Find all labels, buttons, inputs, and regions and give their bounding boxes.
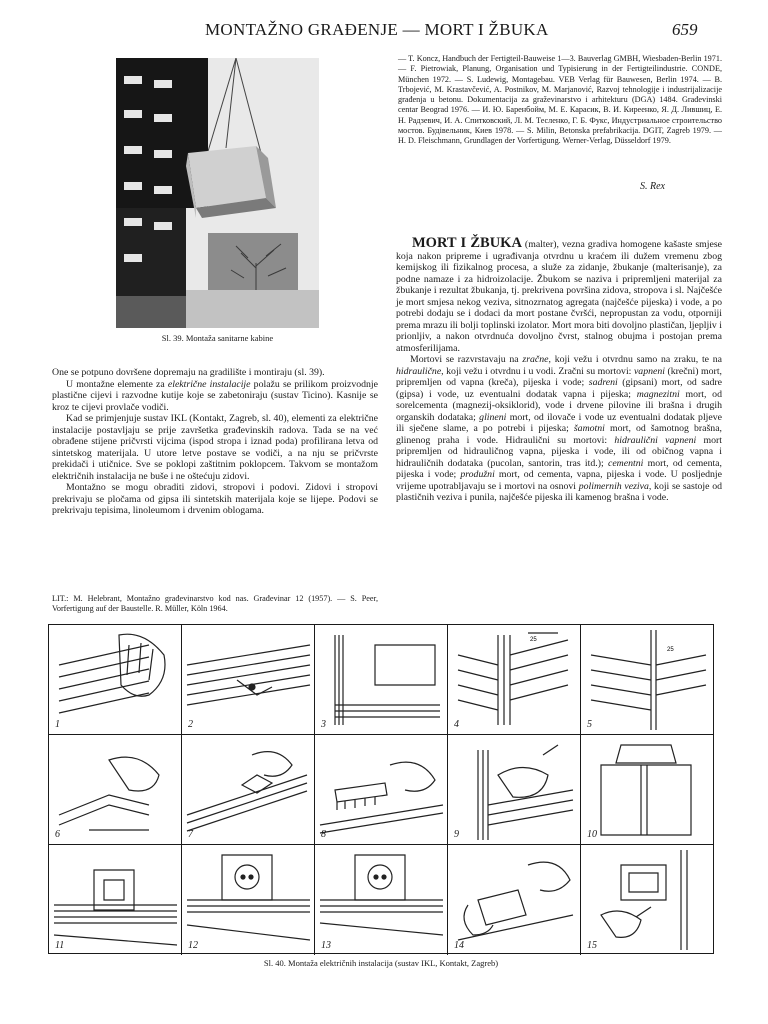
panel-number: 13: [321, 940, 331, 951]
panel-number: 7: [188, 829, 193, 840]
panel-number: 11: [55, 940, 65, 951]
panel-number: 8: [321, 829, 326, 840]
panel-5: [581, 625, 714, 735]
panel-12: [182, 845, 315, 955]
paragraph: MORT I ŽBUKA (malter), vezna gradiva homogene kašaste smjese koja nakon pripreme i ugrađivanja otvrdnu u kraćem ili dužem vremenu zbog kemijskog ili fizikalnog procesa, a služe za zidanje, žbukanje (malterisanje), za podne namaze i za hidroizolacije. Žbukom se naziva i pripremljeni materijal za žbukanje i rezultat žbukanja, tj. prekrivena površina zidova, stropova i sl. Najčešće je mort smjesa nekog veziva, sitnozrnatog agregata (najčešće pijeska) i vode, a po potrebi dodaju se i dodaci da mort postane čvršći, nepropustan za vodu, otporniji prema mrazu ili bolji toplinski izolator. Mort mora biti dovoljno plastičan, ljepljiv i prionljiv, a nakon otvrdnuća dovoljno čvrst, stalnog obujma i postojan prema atmosferilijama.: [396, 235, 722, 354]
page-number: 659: [672, 20, 698, 39]
svg-text:25: 25: [530, 637, 537, 643]
panel-10: [581, 735, 714, 845]
panel-8: [315, 735, 448, 845]
panel-number: 5: [587, 719, 592, 730]
panel-number: 3: [321, 719, 326, 730]
panel-4: [448, 625, 581, 735]
author-signature: S. Rex: [640, 181, 665, 192]
paragraph: U montažne elemente za električne instalacije polažu se prilikom proizvodnje plastične cijevi i razvodne kutije koje se zabetoniraju (sustav Ticino). Kasnije se kroz te cijevi provlače vodiči.: [52, 378, 378, 413]
panel-7: [182, 735, 315, 845]
svg-text:25: 25: [667, 647, 674, 653]
panel-number: 9: [454, 829, 459, 840]
panel-9: [448, 735, 581, 845]
figure-40-caption: Sl. 40. Montaža električnih instalacija (sustav IKL, Kontakt, Zagreb): [263, 958, 499, 968]
figure-39-photo: [116, 58, 319, 328]
paragraph: Montažno se mogu obraditi zidovi, stropovi i podovi. Zidovi i stropovi prekrivaju se pločama od gipsa ili sintetskih materijala koje se lijepe. Podovi se prekrivaju tepisima, linoleumom i drvenim oblogama.: [52, 482, 378, 516]
panel-13: [315, 845, 448, 955]
panel-14: [448, 845, 581, 955]
figure-39-caption: Sl. 39. Montaža sanitarne kabine: [161, 333, 274, 343]
panel-number: 15: [587, 940, 597, 951]
running-title: MONTAŽNO GRAĐENJE — MORT I ŽBUKA: [205, 20, 549, 39]
article-title: MORT I ŽBUKA: [412, 235, 522, 251]
panel-number: 12: [188, 940, 198, 951]
panel-15: [581, 845, 714, 955]
right-column-text: [396, 235, 723, 504]
left-column-text: [52, 367, 378, 517]
panel-number: 4: [454, 719, 459, 730]
panel-number: 10: [587, 829, 597, 840]
panel-number: 1: [55, 719, 60, 730]
panel-1: [49, 625, 182, 735]
paragraph: Mortovi se razvrstavaju na zračne, koji vežu i otvrdnu samo na zraku, te na hidraulične, koji vežu i otvrdnu i u vodi. Zračni su mortovi: vapneni (krečni) mort, pripremljen od vapna (kreča), pijeska i vode; sadreni (gipsani) mort, od sadre (gipsa) i vode, uz eventualni dodatak vapna i pijeska; magnezitni mort, od sorelcementa (magnezij-oksiklorid), vode i drvene pilovine ili brašna i drugih organskih dodataka; glineni mort, od ilovače i vode uz eventualni dodatak pljeve ili sječene slame, a po potrebi i pijeska; šamotni mort, od šamotnog brašna, glinenog praha i vode. Hidraulični su mortovi: hidraulični vapneni mort pripremljen od hidrauličnog vapna, pijeska i vode, ili od običnog vapna i hidrauličnih dodataka (pucolan, santorin, tras itd.); cementni mort, od cementa, pijeska i vode; produžni mort, od cementa, vapna, pijeska i vode. U posljednje vrijeme upotrabljavaju se i mortovi na osnovi polimernih veziva, koji se sastoje od plastičnih veziva i punila, najčešće pijeska ili kamenog brašna i vode.: [396, 354, 723, 503]
references-block: — T. Koncz, Handbuch der Fertigteil-Bauweise 1—3. Bauverlag GMBH, Wiesbaden-Berlin 1971. — F. Pietrowiak, Planung, Organisation und Typisierung in der Fertigteilindustrie. CONDE, München 1972. — S. Ludewig, Montagebau. VEB Verlag für Bauwesen, Berlin 1974. — B. Trbojević, M. Krastavčević, A. Postnikov, M. Marjanović, Razvoj tehnologije i industrijalizacije građenja u betonu. Dokumentacija za graževinarstvo i arhitekturu (DGA) 1484. Građevinski centar Beograd 1976. — И. Ю. Баренбойм, М. Е. Карасик, В. И. Киреенко, Я. Д. Лившиц, Е. Н. Радзевич, И. А. Спитковский, Л. М. Тесленко, Г. Б. Фукс, Индустриальное строительство мостов. Будівельник, Киев 1978. — S. Milin, Betonska prefabrikacija. DGIT, Zagreb 1979. — H. D. Fleischmann, Grundlagen der Vorfertigung. Werner-Verlag, Düsseldorf 1979.: [398, 54, 722, 146]
panel-6: [49, 735, 182, 845]
panel-2: [182, 625, 315, 735]
panel-number: 14: [454, 940, 464, 951]
panel-number: 6: [55, 829, 60, 840]
figure-40-grid: [48, 624, 714, 954]
panel-number: 2: [188, 719, 193, 730]
paragraph: One se potpuno dovršene dopremaju na gradilište i montiraju (sl. 39).: [52, 367, 325, 378]
panel-3: [315, 625, 448, 735]
paragraph: Kad se primjenjuje sustav IKL (Kontakt, Zagreb, sl. 40), elementi za električne instalacije postavljaju se prije završetka građevinskih radova. Tada se na već obrađene stijene pričvrsti vijcima (ispod stropa i iznad poda) profilirana letva od sintetskog materijala. U utore letve postave se vodiči, a na nju se pričvrste prekidači i utičnice. Sve se poklopi zaštitnim poklopcem. Takvom se montažom električnih instalacija ne buše i ne oštećuju zidovi.: [52, 413, 378, 482]
literature-note: LIT.: M. Helebrant, Montažno građevinarstvo kod nas. Građevinar 12 (1957). — S. Peer, Vorfertigung auf der Baustelle. R. Müller, Köln 1964.: [52, 594, 378, 613]
panel-11: [49, 845, 182, 955]
